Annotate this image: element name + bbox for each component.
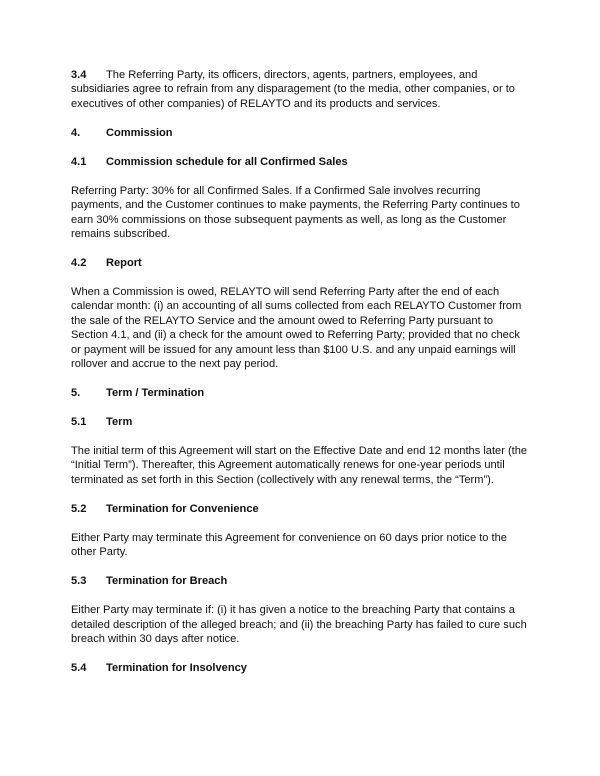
section-title: Term <box>106 416 133 429</box>
clause-number: 3.4 <box>71 69 87 81</box>
section-number: 4. <box>71 126 81 139</box>
section-heading-4-2 <box>71 256 531 270</box>
section-number: 5.1 <box>71 416 87 429</box>
paragraph-term: The initial term of this Agreement will start on the Effective Date and end 12 months later (the “Initial Term”). Thereafter, this Agreement automatically renews for one-year periods until terminated as set forth in this Section (collectively with any renewal terms, the “Term”). <box>71 445 528 486</box>
section-title: Term / Termination <box>106 387 205 400</box>
section-title: Commission <box>106 126 173 139</box>
paragraph-report: When a Commission is owed, RELAYTO will send Referring Party after the end of each calendar month: (i) an accounting of all sums collected from each RELAYTO Customer from the sale of the RELAYTO Service and the amount owed to Referring Party pursuant to Section 4.1, and (ii) a check for the amount owed to Referring Party; provided that no check or payment will be issued for any amount less than $100 U.S. and any unpaid earnings will rollover and accrue to the next pay period. <box>71 286 522 371</box>
section-heading-5-2 <box>71 502 531 516</box>
section-heading-5-1 <box>71 415 531 429</box>
section-number: 4.2 <box>71 257 87 270</box>
section-heading-4 <box>71 126 531 140</box>
section-title: Termination for Convenience <box>106 502 259 515</box>
section-number: 5.4 <box>71 662 87 675</box>
section-number: 5.2 <box>71 502 87 515</box>
paragraph-commission-schedule: Referring Party: 30% for all Confirmed Sales. If a Confirmed Sale involves recurring payments, and the Customer continues to make payments, the Referring Party continues to earn 30% commissions on those subsequent payments as well, as long as the Customer remains subscribed. <box>71 184 520 241</box>
clause-3-4 <box>71 68 531 111</box>
paragraph-termination-breach: Either Party may terminate if: (i) it has given a notice to the breaching Party that contains a detailed description of the alleged breach; and (ii) the breaching Party has failed to cure such breach within 30 days after notice. <box>71 604 527 646</box>
section-title: Termination for Breach <box>106 575 228 588</box>
paragraph-termination-convenience: Either Party may terminate this Agreement for convenience on 60 days prior notice to the other Party. <box>71 531 507 559</box>
clause-text: The Referring Party, its officers, directors, agents, partners, employees, and subsidiaries agree to refrain from any disparagement (to the media, other companies, or to executives of other companies) of RELAYTO and its products and services. <box>71 69 515 110</box>
section-heading-5-4 <box>71 661 531 675</box>
section-number: 4.1 <box>71 155 87 168</box>
section-title: Report <box>106 257 142 270</box>
section-title: Commission schedule for all Confirmed Sales <box>106 155 348 168</box>
section-title: Termination for Insolvency <box>106 662 247 675</box>
section-heading-5-3 <box>71 574 531 588</box>
document-page <box>71 68 531 690</box>
section-heading-5 <box>71 386 531 400</box>
section-number: 5. <box>71 387 81 400</box>
section-heading-4-1 <box>71 155 531 169</box>
section-number: 5.3 <box>71 575 87 588</box>
